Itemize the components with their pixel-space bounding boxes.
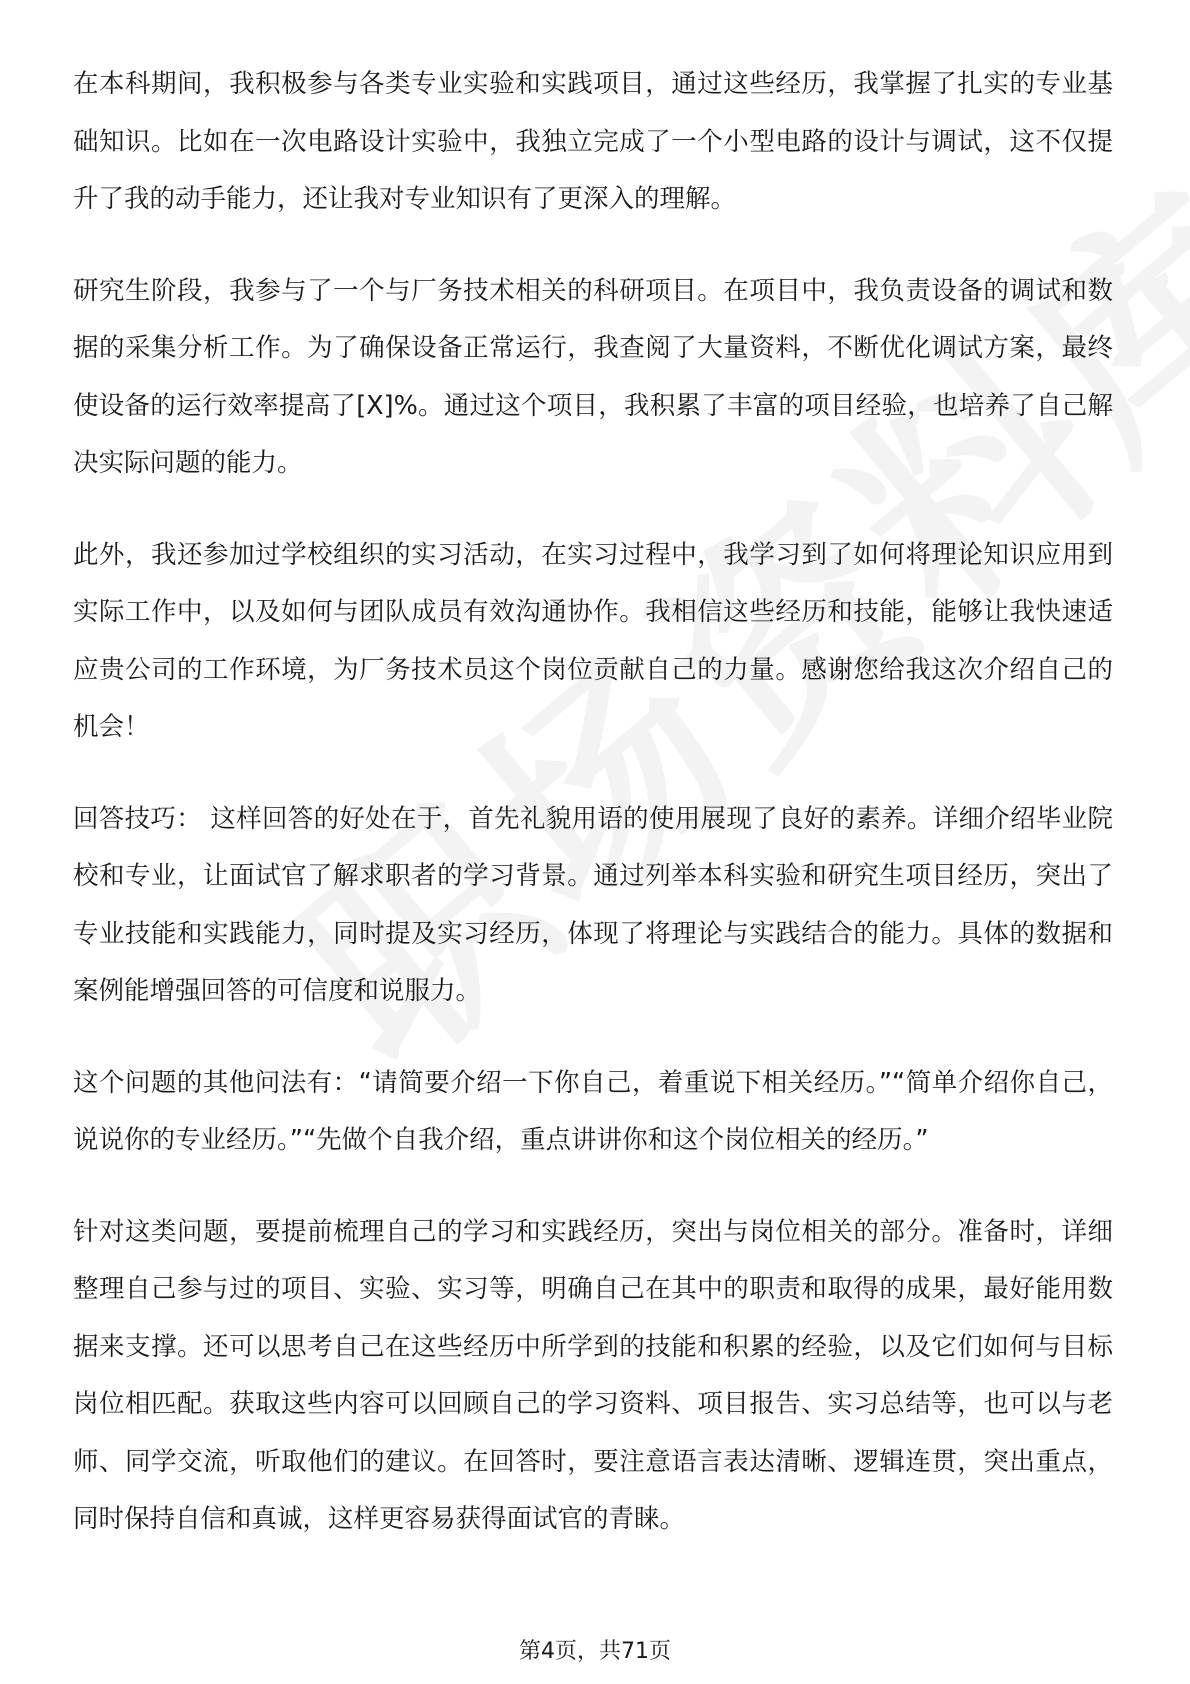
paragraph-undergraduate-experience: 在本科期间，我积极参与各类专业实验和实践项目，通过这些经历，我掌握了扎实的专业基础知识。比如在一次电路设计实验中，我独立完成了一个小型电路的设计与调试，这不仅提升了我的动手能力，还让我对专业知识有了更深入的理解。 [73, 69, 1113, 214]
paragraph-answer-tips: 回答技巧： 这样回答的好处在于，首先礼貌用语的使用展现了良好的素养。详细介绍毕业院校和专业，让面试官了解求职者的学习背景。通过列举本科实验和研究生项目经历，突出了专业技能和实践能力，同时提及实习经历，体现了将理论与实践结合的能力。具体的数据和案例能增强回答的可信度和说服力。 [73, 803, 1113, 1006]
paragraph-preparation-advice: 针对这类问题，要提前梳理自己的学习和实践经历，突出与岗位相关的部分。准备时，详细整理自己参与过的项目、实验、实习等，明确自己在其中的职责和取得的成果，最好能用数据来支撑。还可以思考自己在这些经历中所学到的技能和积累的经验，以及它们如何与目标岗位相匹配。获取这些内容可以回顾自己的学习资料、项目报告、实习总结等，也可以与老师、同学交流，听取他们的建议。在回答时，要注意语言表达清晰、逻辑连贯，突出重点，同时保持自信和真诚，这样更容易获得面试官的青睐。 [73, 1216, 1113, 1534]
paragraph-internship: 此外，我还参加过学校组织的实习活动，在实习过程中，我学习到了如何将理论知识应用到实际工作中，以及如何与团队成员有效沟通协作。我相信这些经历和技能，能够让我快速适应贵公司的工作环境，为厂务技术员这个岗位贡献自己的力量。感谢您给我这次介绍自己的机会！ [73, 539, 1113, 742]
paragraph-graduate-project: 研究生阶段，我参与了一个与厂务技术相关的科研项目。在项目中，我负责设备的调试和数据的采集分析工作。为了确保设备正常运行，我查阅了大量资料，不断优化调试方案，最终使设备的运行效率提高了[X]%。通过这个项目，我积累了丰富的项目经验，也培养了自己解决实际问题的能力。 [73, 275, 1113, 478]
document-body [73, 56, 1113, 1583]
paragraph-alternative-questions: 这个问题的其他问法有：“请简要介绍一下你自己，着重说下相关经历。”“简单介绍你自己，说说你的专业经历。”“先做个自我介绍，重点讲讲你和这个岗位相关的经历。” [73, 1067, 1113, 1155]
page-number-footer: 第4页，共71页 [519, 1639, 671, 1664]
